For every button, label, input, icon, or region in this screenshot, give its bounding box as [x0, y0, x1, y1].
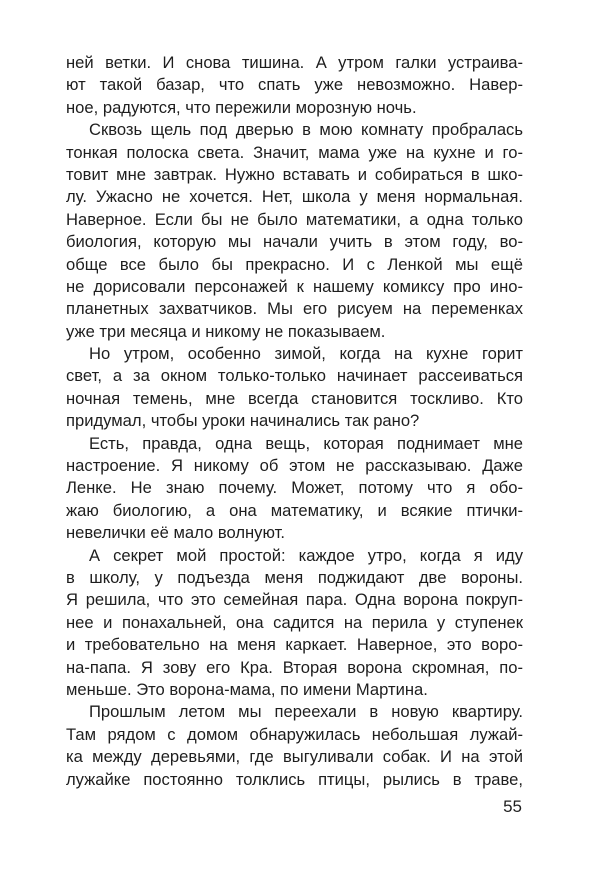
text-line: ночная темень, мне всегда становится тоскливо. Кто — [66, 388, 523, 408]
paragraph — [66, 545, 523, 702]
text-line: лужайке постоянно толклись птицы, рылись в траве, — [66, 769, 523, 789]
text-line: планетных захватчиков. Мы его рисуем на переменках — [66, 299, 523, 319]
paragraph — [66, 701, 523, 791]
text-line: Ленке. Не знаю почему. Может, потому что я обо- — [66, 478, 523, 498]
text-line: меньше. Это ворона-мама, по имени Мартина. — [66, 679, 428, 699]
text-line: Я решила, что это семейная пара. Одна ворона покруп- — [66, 590, 523, 610]
text-line: ней ветки. И снова тишина. А утром галки устраива- — [66, 53, 523, 72]
text-line: биология, которую мы начали учить в этом году, во- — [66, 232, 523, 252]
text-line: Там рядом с домом обнаружилась небольшая лужай- — [66, 724, 523, 744]
text-line: тонкая полоска света. Значит, мама уже на кухне и го- — [66, 142, 523, 162]
text-line: не дорисовали персонажей к нашему комиксу про ино- — [66, 276, 523, 296]
page-body-text — [66, 52, 523, 791]
text-line: жаю биологию, а она математику, и всякие птички- — [66, 500, 523, 520]
text-line: ка между деревьями, где выгуливали собак. И на этой — [66, 747, 523, 767]
text-line: товит мне завтрак. Нужно вставать и собираться в шко- — [66, 164, 523, 184]
text-line: ное, радуются, что пережили морозную ночь. — [66, 97, 417, 117]
text-line: уже три месяца и никому не показываем. — [66, 321, 386, 341]
page-number: 55 — [503, 797, 522, 816]
text-line: обще все было бы прекрасно. И с Ленкой мы ещё — [66, 254, 523, 274]
text-line: настроение. Я никому об этом не рассказываю. Даже — [66, 456, 523, 476]
text-line: Есть, правда, одна вещь, которая поднимает мне — [89, 433, 523, 453]
text-line: и требовательно на меня каркает. Наверное, это воро- — [66, 635, 523, 655]
text-line: невелички её мало волнуют. — [66, 523, 285, 543]
text-line: Прошлым летом мы переехали в новую квартиру. — [89, 702, 523, 722]
text-line: придумал, чтобы уроки начинались так рано? — [66, 411, 420, 431]
text-line: Но утром, особенно зимой, когда на кухне горит — [89, 344, 523, 364]
paragraph — [66, 52, 523, 119]
paragraph — [66, 433, 523, 545]
text-line: А секрет мой простой: каждое утро, когда я иду — [89, 545, 523, 565]
text-line: свет, а за окном только-только начинает рассеиваться — [66, 366, 523, 386]
paragraph — [66, 119, 523, 343]
text-line: лу. Ужасно не хочется. Нет, школа у меня нормальная. — [66, 187, 523, 207]
text-line: ют такой базар, что спать уже невозможно. Навер- — [66, 75, 523, 95]
text-line: в школу, у подъезда меня поджидают две вороны. — [66, 567, 523, 587]
text-line: Сквозь щель под дверью в мою комнату пробралась — [89, 120, 523, 140]
text-line: нее и понахальней, она садится на перила у ступенек — [66, 612, 523, 632]
text-line: Наверное. Если бы не было математики, а одна только — [66, 209, 523, 229]
text-line: на-папа. Я зову его Кра. Вторая ворона скромная, по- — [66, 657, 523, 677]
paragraph — [66, 343, 523, 433]
